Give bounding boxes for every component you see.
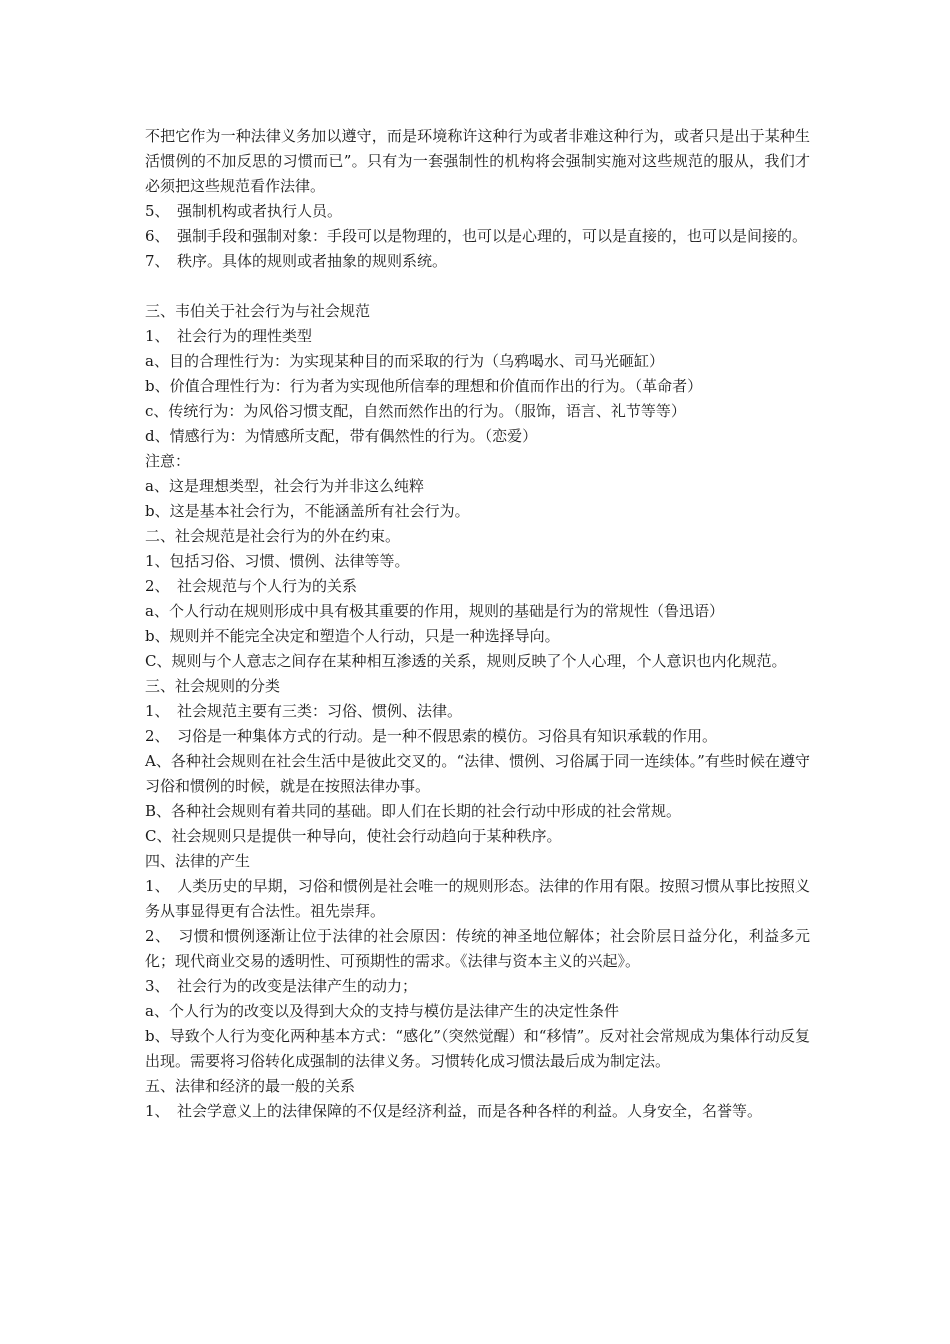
- list-item: 5、 强制机构或者执行人员。: [145, 202, 343, 220]
- list-item: C、规则与个人意志之间存在某种相互渗透的关系，规则反映了个人心理，个人意识也内化规范。: [145, 652, 787, 670]
- list-item: b、规则并不能完全决定和塑造个人行动，只是一种选择导向。: [145, 627, 560, 645]
- list-item: 2、 习俗是一种集体方式的行动。是一种不假思索的模仿。习俗具有知识承载的作用。: [145, 727, 718, 745]
- list-item: 1、 社会行为的理性类型: [145, 327, 313, 345]
- list-item: B、各种社会规则有着共同的基础。即人们在长期的社会行动中形成的社会常规。: [145, 802, 682, 820]
- list-item: a、个人行为的改变以及得到大众的支持与模仿是法律产生的决定性条件: [145, 1002, 619, 1020]
- list-item: 7、 秩序。具体的规则或者抽象的规则系统。: [145, 252, 448, 270]
- list-item: 1、 人类历史的早期，习俗和惯例是社会唯一的规则形态。法律的作用有限。按照习惯从事比按照义务从事显得更有合法性。祖先崇拜。: [145, 877, 810, 920]
- list-item: 2、 社会规范与个人行为的关系: [145, 577, 358, 595]
- list-item: 1、包括习俗、习惯、惯例、法律等等。: [145, 552, 410, 570]
- paragraph: 不把它作为一种法律义务加以遵守，而是环境称许这种行为或者非难这种行为，或者只是出于某种生活惯例的不加反思的习惯而已”。只有为一套强制性的机构将会强制实施对这些规范的服从，我们才必须把这些规范看作法律。: [145, 127, 810, 195]
- list-item: b、价值合理性行为：行为者为实现他所信奉的理想和价值而作出的行为。（革命者）: [145, 377, 703, 395]
- list-item: d、情感行为：为情感所支配，带有偶然性的行为。（恋爱）: [145, 427, 538, 445]
- list-item: a、这是理想类型，社会行为并非这么纯粹: [145, 477, 424, 495]
- list-item: C、社会规则只是提供一种导向，使社会行动趋向于某种秩序。: [145, 827, 562, 845]
- list-item: 1、 社会规范主要有三类：习俗、惯例、法律。: [145, 702, 463, 720]
- document-body: [145, 124, 810, 1124]
- list-item: 6、 强制手段和强制对象：手段可以是物理的，也可以是心理的，可以是直接的，也可以是间接的。: [145, 227, 808, 245]
- list-item: b、这是基本社会行为，不能涵盖所有社会行为。: [145, 502, 470, 520]
- section-heading: 五、法律和经济的最一般的关系: [145, 1077, 356, 1095]
- section-heading: 四、法律的产生: [145, 852, 251, 870]
- section-heading: 三、韦伯关于社会行为与社会规范: [145, 302, 371, 320]
- section-heading: 二、社会规范是社会行为的外在约束。: [145, 527, 401, 545]
- list-item: c、传统行为：为风俗习惯支配，自然而然作出的行为。（服饰，语言、礼节等等）: [145, 402, 686, 420]
- list-item: b、导致个人行为变化两种基本方式：“感化”（突然觉醒）和“移情”。反对社会常规成为集体行动反复出现。需要将习俗转化成强制的法律义务。习惯转化成习惯法最后成为制定法。: [145, 1027, 810, 1070]
- list-item: a、个人行动在规则形成中具有极其重要的作用，规则的基础是行为的常规性（鲁迅语）: [145, 602, 724, 620]
- list-item: 3、 社会行为的改变是法律产生的动力；: [145, 977, 418, 995]
- list-item: 1、 社会学意义上的法律保障的不仅是经济利益，而是各种各样的利益。人身安全，名誉等。: [145, 1102, 763, 1120]
- section-heading: 三、社会规则的分类: [145, 677, 281, 695]
- list-item: a、目的合理性行为：为实现某种目的而采取的行为（乌鸦喝水、司马光砸缸）: [145, 352, 664, 370]
- list-item: 2、 习惯和惯例逐渐让位于法律的社会原因：传统的神圣地位解体；社会阶层日益分化，利益多元化；现代商业交易的透明性、可预期性的需求。《法律与资本主义的兴起》。: [145, 927, 810, 970]
- blank-line: [145, 274, 810, 299]
- note-label: 注意：: [145, 452, 191, 470]
- list-item: A、各种社会规则在社会生活中是彼此交叉的。“法律、惯例、习俗属于同一连续体。”有些时候在遵守习俗和惯例的时候，就是在按照法律办事。: [145, 752, 810, 795]
